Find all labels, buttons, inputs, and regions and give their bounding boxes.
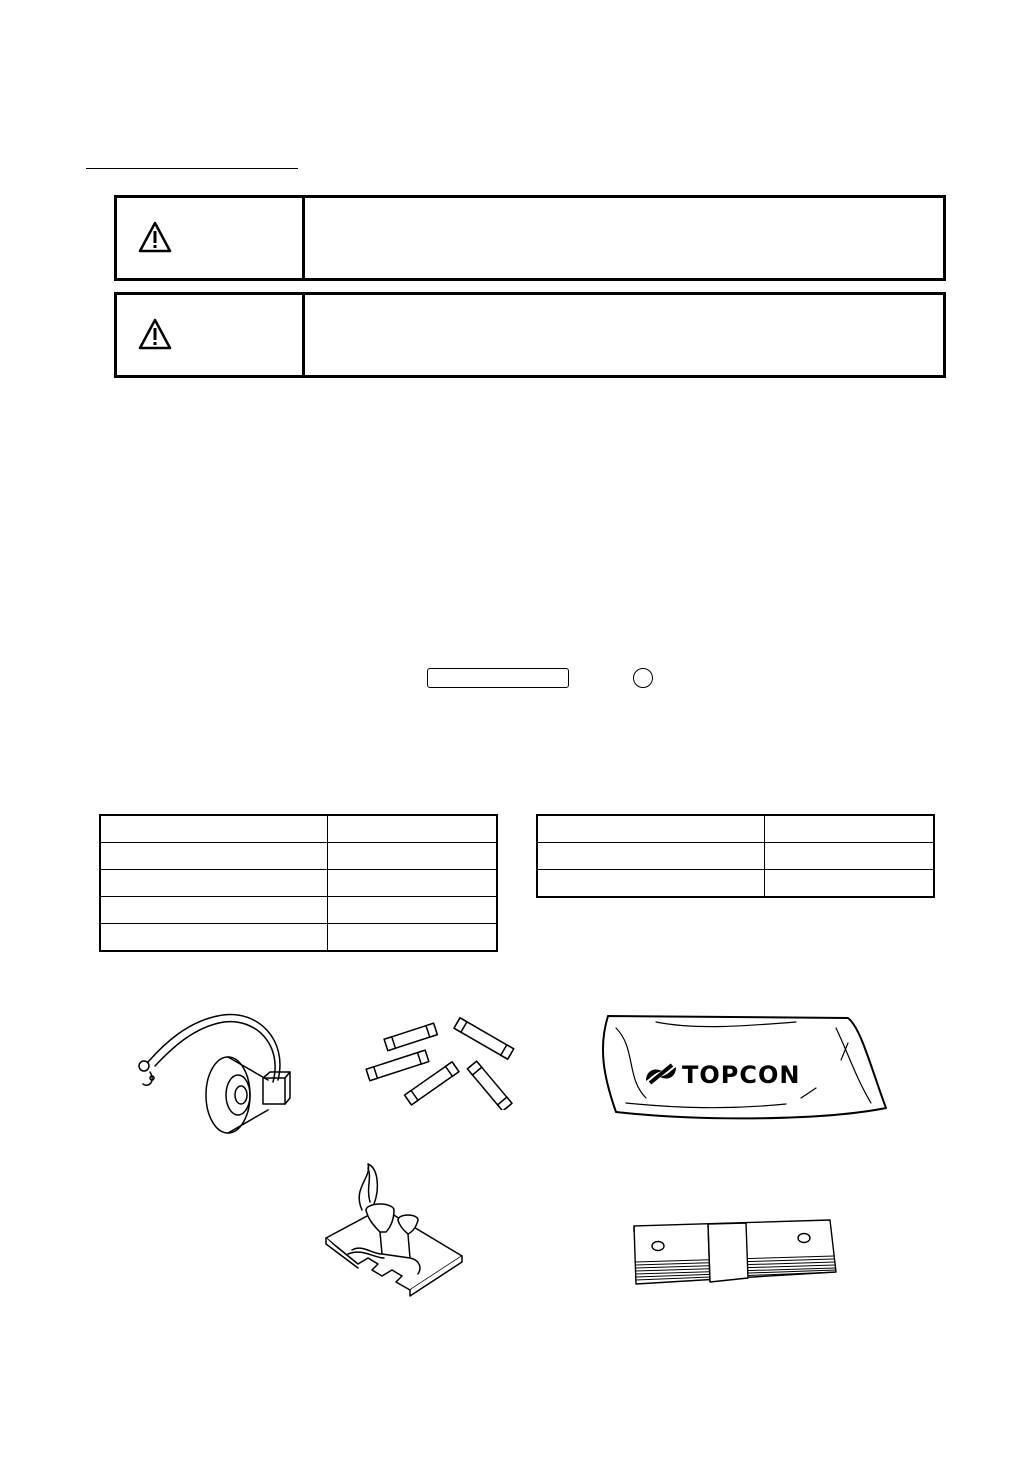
dust-cover-illustration: [586, 1008, 896, 1126]
table-row: [100, 897, 497, 924]
accessory-table-left: [99, 814, 498, 952]
table-cell: [328, 897, 498, 924]
warning-triangle-icon: [137, 317, 173, 351]
table-cell: [537, 843, 765, 870]
table-row: [537, 843, 934, 870]
table-row: [100, 815, 497, 843]
table-cell: [765, 815, 935, 843]
warning-label-cell: [117, 295, 305, 375]
table-row: [100, 924, 497, 952]
accessory-table-right: [536, 814, 935, 898]
table-cell: [537, 815, 765, 843]
table-cell: [328, 843, 498, 870]
table-row: [537, 870, 934, 898]
table-cell: [100, 924, 328, 952]
table-row: [100, 843, 497, 870]
circle-marker: [633, 668, 653, 688]
chinrest-pins-illustration: [322, 1158, 470, 1298]
table-cell: [537, 870, 765, 898]
table-cell: [765, 843, 935, 870]
table-cell: [328, 924, 498, 952]
chinrest-paper-illustration: [630, 1212, 840, 1288]
warning-label-cell: [117, 198, 305, 278]
table-cell: [100, 870, 328, 897]
key-label-box: [427, 668, 569, 688]
table-cell: [100, 815, 328, 843]
table-row: [100, 870, 497, 897]
table-cell: [328, 870, 498, 897]
cover-brand-text: TOPCON: [682, 1061, 801, 1089]
fuses-illustration: [360, 1015, 525, 1110]
table-cell: [765, 870, 935, 898]
buzzer-illustration: [128, 1000, 308, 1140]
table-cell: [100, 897, 328, 924]
topcon-logo-icon: [644, 1063, 678, 1085]
warning-triangle-icon: [137, 220, 173, 254]
table-cell: [328, 815, 498, 843]
warning-box-2: [114, 292, 946, 378]
warning-box-1: [114, 195, 946, 281]
table-row: [537, 815, 934, 843]
table-cell: [100, 843, 328, 870]
section-heading-underline: [86, 168, 298, 169]
